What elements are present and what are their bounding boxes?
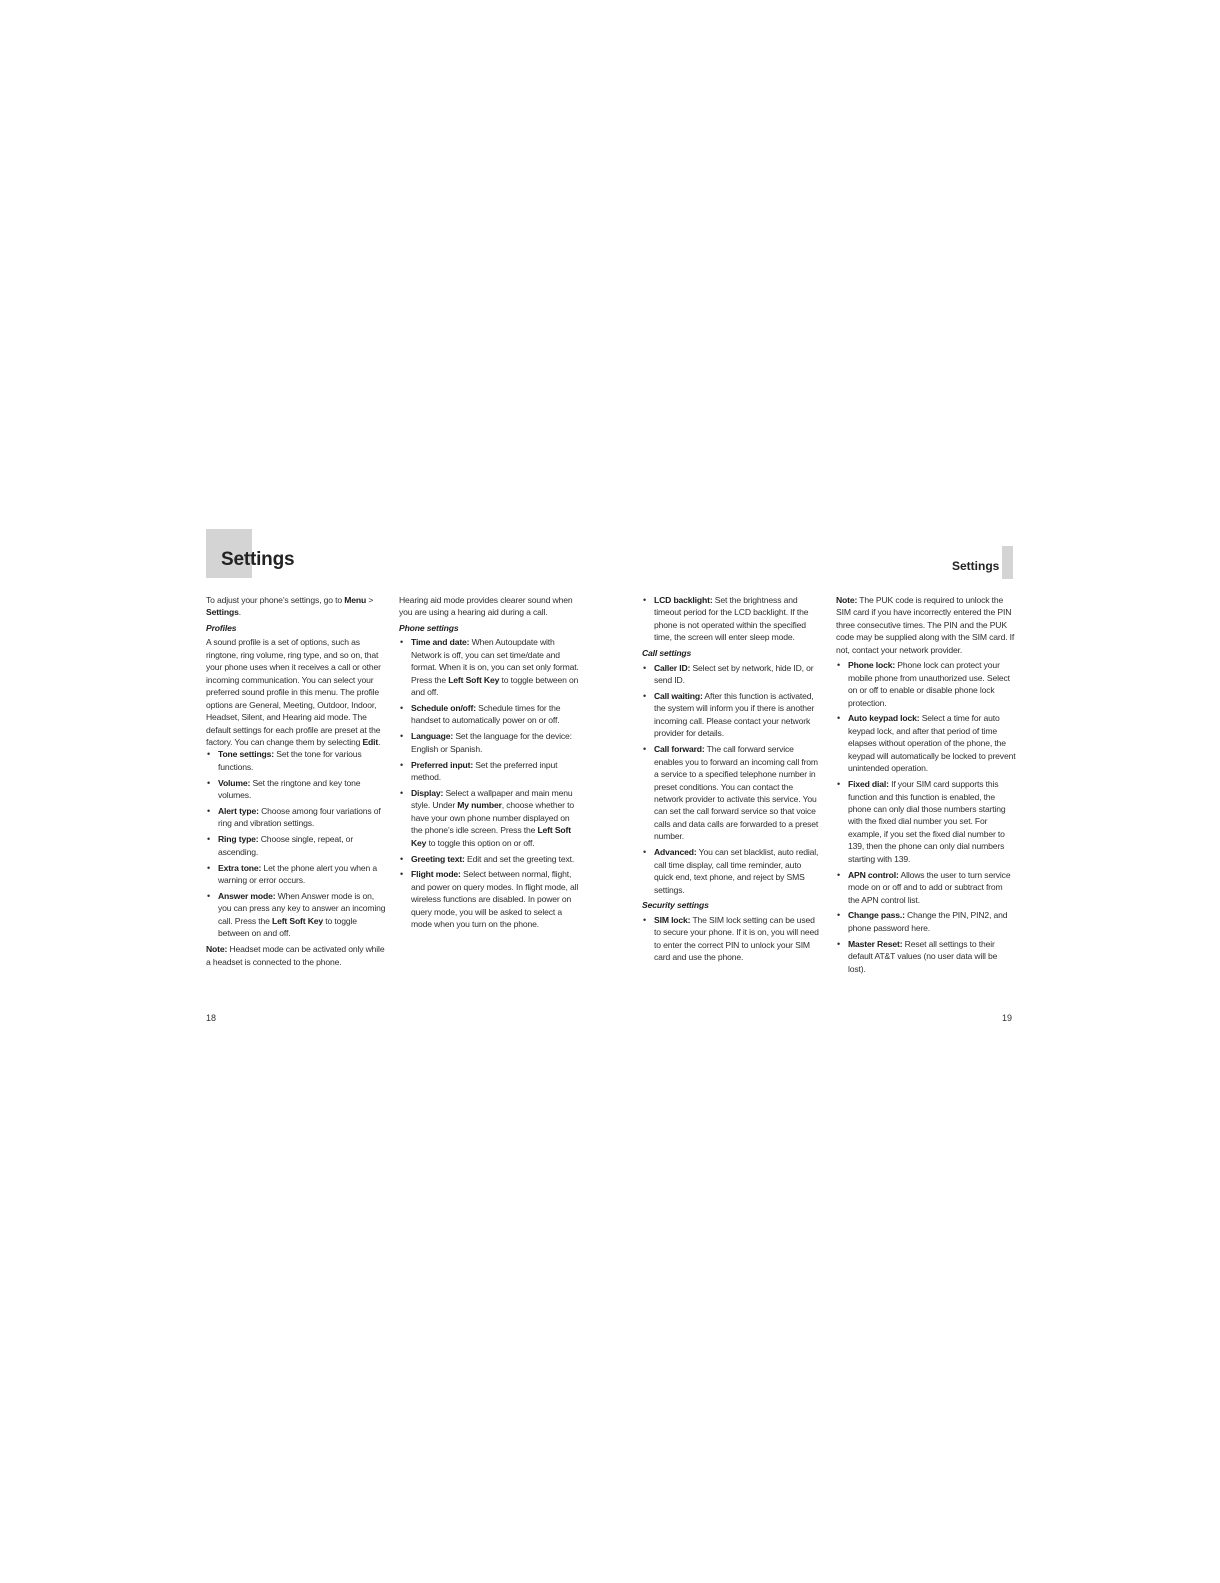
intro-paragraph: To adjust your phone’s settings, go to Menu > Settings. bbox=[206, 595, 374, 618]
column-2 bbox=[399, 594, 581, 934]
left-page-title: Settings bbox=[221, 549, 295, 570]
call-settings-list bbox=[642, 662, 822, 896]
list-item: • Greeting text: Edit and set the greeting text. bbox=[399, 853, 581, 865]
display-settings-list bbox=[642, 594, 822, 644]
list-item: • Ring type: Choose single, repeat, or ascending. bbox=[206, 833, 388, 858]
list-item: • Flight mode: Select between normal, flight, and power on query modes. In flight mode, all wireless functions are disabled. In power on query mode, you will be asked to select a mode when you turn on the phone. bbox=[399, 868, 581, 930]
list-item: • SIM lock: The SIM lock setting can be used to secure your phone. If it is on, you will need to enter the correct PIN to unlock your SIM card and use the phone. bbox=[642, 914, 822, 964]
list-item: • Caller ID: Select set by network, hide ID, or send ID. bbox=[642, 662, 822, 687]
list-item: • Time and date: When Autoupdate with Network is off, you can set time/date and format. When it is on, you can set only format. Press the Left Soft Key to toggle between on and off. bbox=[399, 636, 581, 698]
list-item: • APN control: Allows the user to turn service mode on or off and to add or subtract from the APN control list. bbox=[836, 869, 1016, 906]
left-page-number: 18 bbox=[206, 1013, 217, 1023]
call-settings-heading: Call settings bbox=[642, 648, 692, 659]
list-item: • Alert type: Choose among four variations of ring and vibration settings. bbox=[206, 805, 388, 830]
list-item: • Call forward: The call forward service enables you to forward an incoming call from a service to a specified telephone number in preset conditions. You can contact the network provider to activate this service. You can set the call forward service so that voice calls and data calls are forwarded to a preset number. bbox=[642, 743, 822, 843]
security-options-list bbox=[836, 659, 1016, 975]
list-item: • Advanced: You can set blacklist, auto redial, call time display, call time reminder, auto quick end, text phone, and reject by SMS settings. bbox=[642, 846, 822, 896]
profiles-heading: Profiles bbox=[206, 622, 237, 633]
list-item: • Master Reset: Reset all settings to their default AT&T values (no user data will be lost). bbox=[836, 938, 1016, 975]
phone-settings-list bbox=[399, 636, 581, 930]
hearing-aid-paragraph: Hearing aid mode provides clearer sound when you are using a hearing aid during a call. bbox=[399, 595, 573, 618]
list-item: • Tone settings: Set the tone for various functions. bbox=[206, 748, 388, 773]
list-item: • LCD backlight: Set the brightness and timeout period for the LCD backlight. If the phone is not operated within the specified time, the screen will enter sleep mode. bbox=[642, 594, 822, 644]
column-1 bbox=[206, 594, 388, 968]
list-item: • Display: Select a wallpaper and main menu style. Under My number, choose whether to have your own phone number displayed on the phone’s idle screen. Press the Left Soft Key to toggle this option on or off. bbox=[399, 787, 581, 849]
list-item: • Call waiting: After this function is activated, the system will inform you if there is another incoming call. Please contact your network provider for details. bbox=[642, 690, 822, 740]
security-settings-heading: Security settings bbox=[642, 900, 709, 911]
list-item: • Schedule on/off: Schedule times for the handset to automatically power on or off. bbox=[399, 702, 581, 727]
profiles-list bbox=[206, 748, 388, 939]
right-page-number: 19 bbox=[1002, 1013, 1013, 1023]
list-item: • Change pass.: Change the PIN, PIN2, and phone password here. bbox=[836, 909, 1016, 934]
profiles-paragraph: A sound profile is a set of options, such as ringtone, ring volume, ring type, and so on, that your phone uses when it receives a call or other incoming communication. You can select your preferred sound profile in this menu. The profile options are General, Meeting, Outdoor, Indoor, Headset, Silent, and Hearing aid mode. The default settings for each profile are preset at the factory. You can change them by selecting Edit. bbox=[206, 637, 381, 747]
security-settings-list bbox=[642, 914, 822, 964]
column-4 bbox=[836, 594, 1016, 978]
list-item: • Fixed dial: If your SIM card supports this function and this function is enabled, the phone can only dial those numbers starting with the fixed dial number you set. For example, if you set the fixed dial number to 139, then the phone can only dial numbers starting with 139. bbox=[836, 778, 1016, 865]
list-item: • Answer mode: When Answer mode is on, you can press any key to answer an incoming call. Press the Left Soft Key to toggle between on and off. bbox=[206, 890, 388, 940]
right-page-tab-marker bbox=[1002, 546, 1013, 579]
list-item: • Extra tone: Let the phone alert you when a warning or error occurs. bbox=[206, 862, 388, 887]
phone-settings-heading: Phone settings bbox=[399, 622, 459, 633]
column-3 bbox=[642, 594, 822, 967]
puk-note: Note: The PUK code is required to unlock the SIM card if you have incorrectly entered the PIN three consecutive times. The PIN and the PUK code may be supplied along with the SIM card. If not, contact your network provider. bbox=[836, 595, 1015, 655]
list-item: • Language: Set the language for the device: English or Spanish. bbox=[399, 730, 581, 755]
right-page-title: Settings bbox=[952, 559, 1000, 573]
list-item: • Preferred input: Set the preferred input method. bbox=[399, 759, 581, 784]
headset-note: Note: Headset mode can be activated only while a headset is connected to the phone. bbox=[206, 944, 385, 967]
list-item: • Volume: Set the ringtone and key tone volumes. bbox=[206, 777, 388, 802]
list-item: • Phone lock: Phone lock can protect your mobile phone from unauthorized use. Select on or off to enable or disable phone lock protection. bbox=[836, 659, 1016, 709]
list-item: • Auto keypad lock: Select a time for auto keypad lock, and after that period of time elapses without operation of the phone, the keypad will automatically be locked to prevent unintended operation. bbox=[836, 712, 1016, 774]
